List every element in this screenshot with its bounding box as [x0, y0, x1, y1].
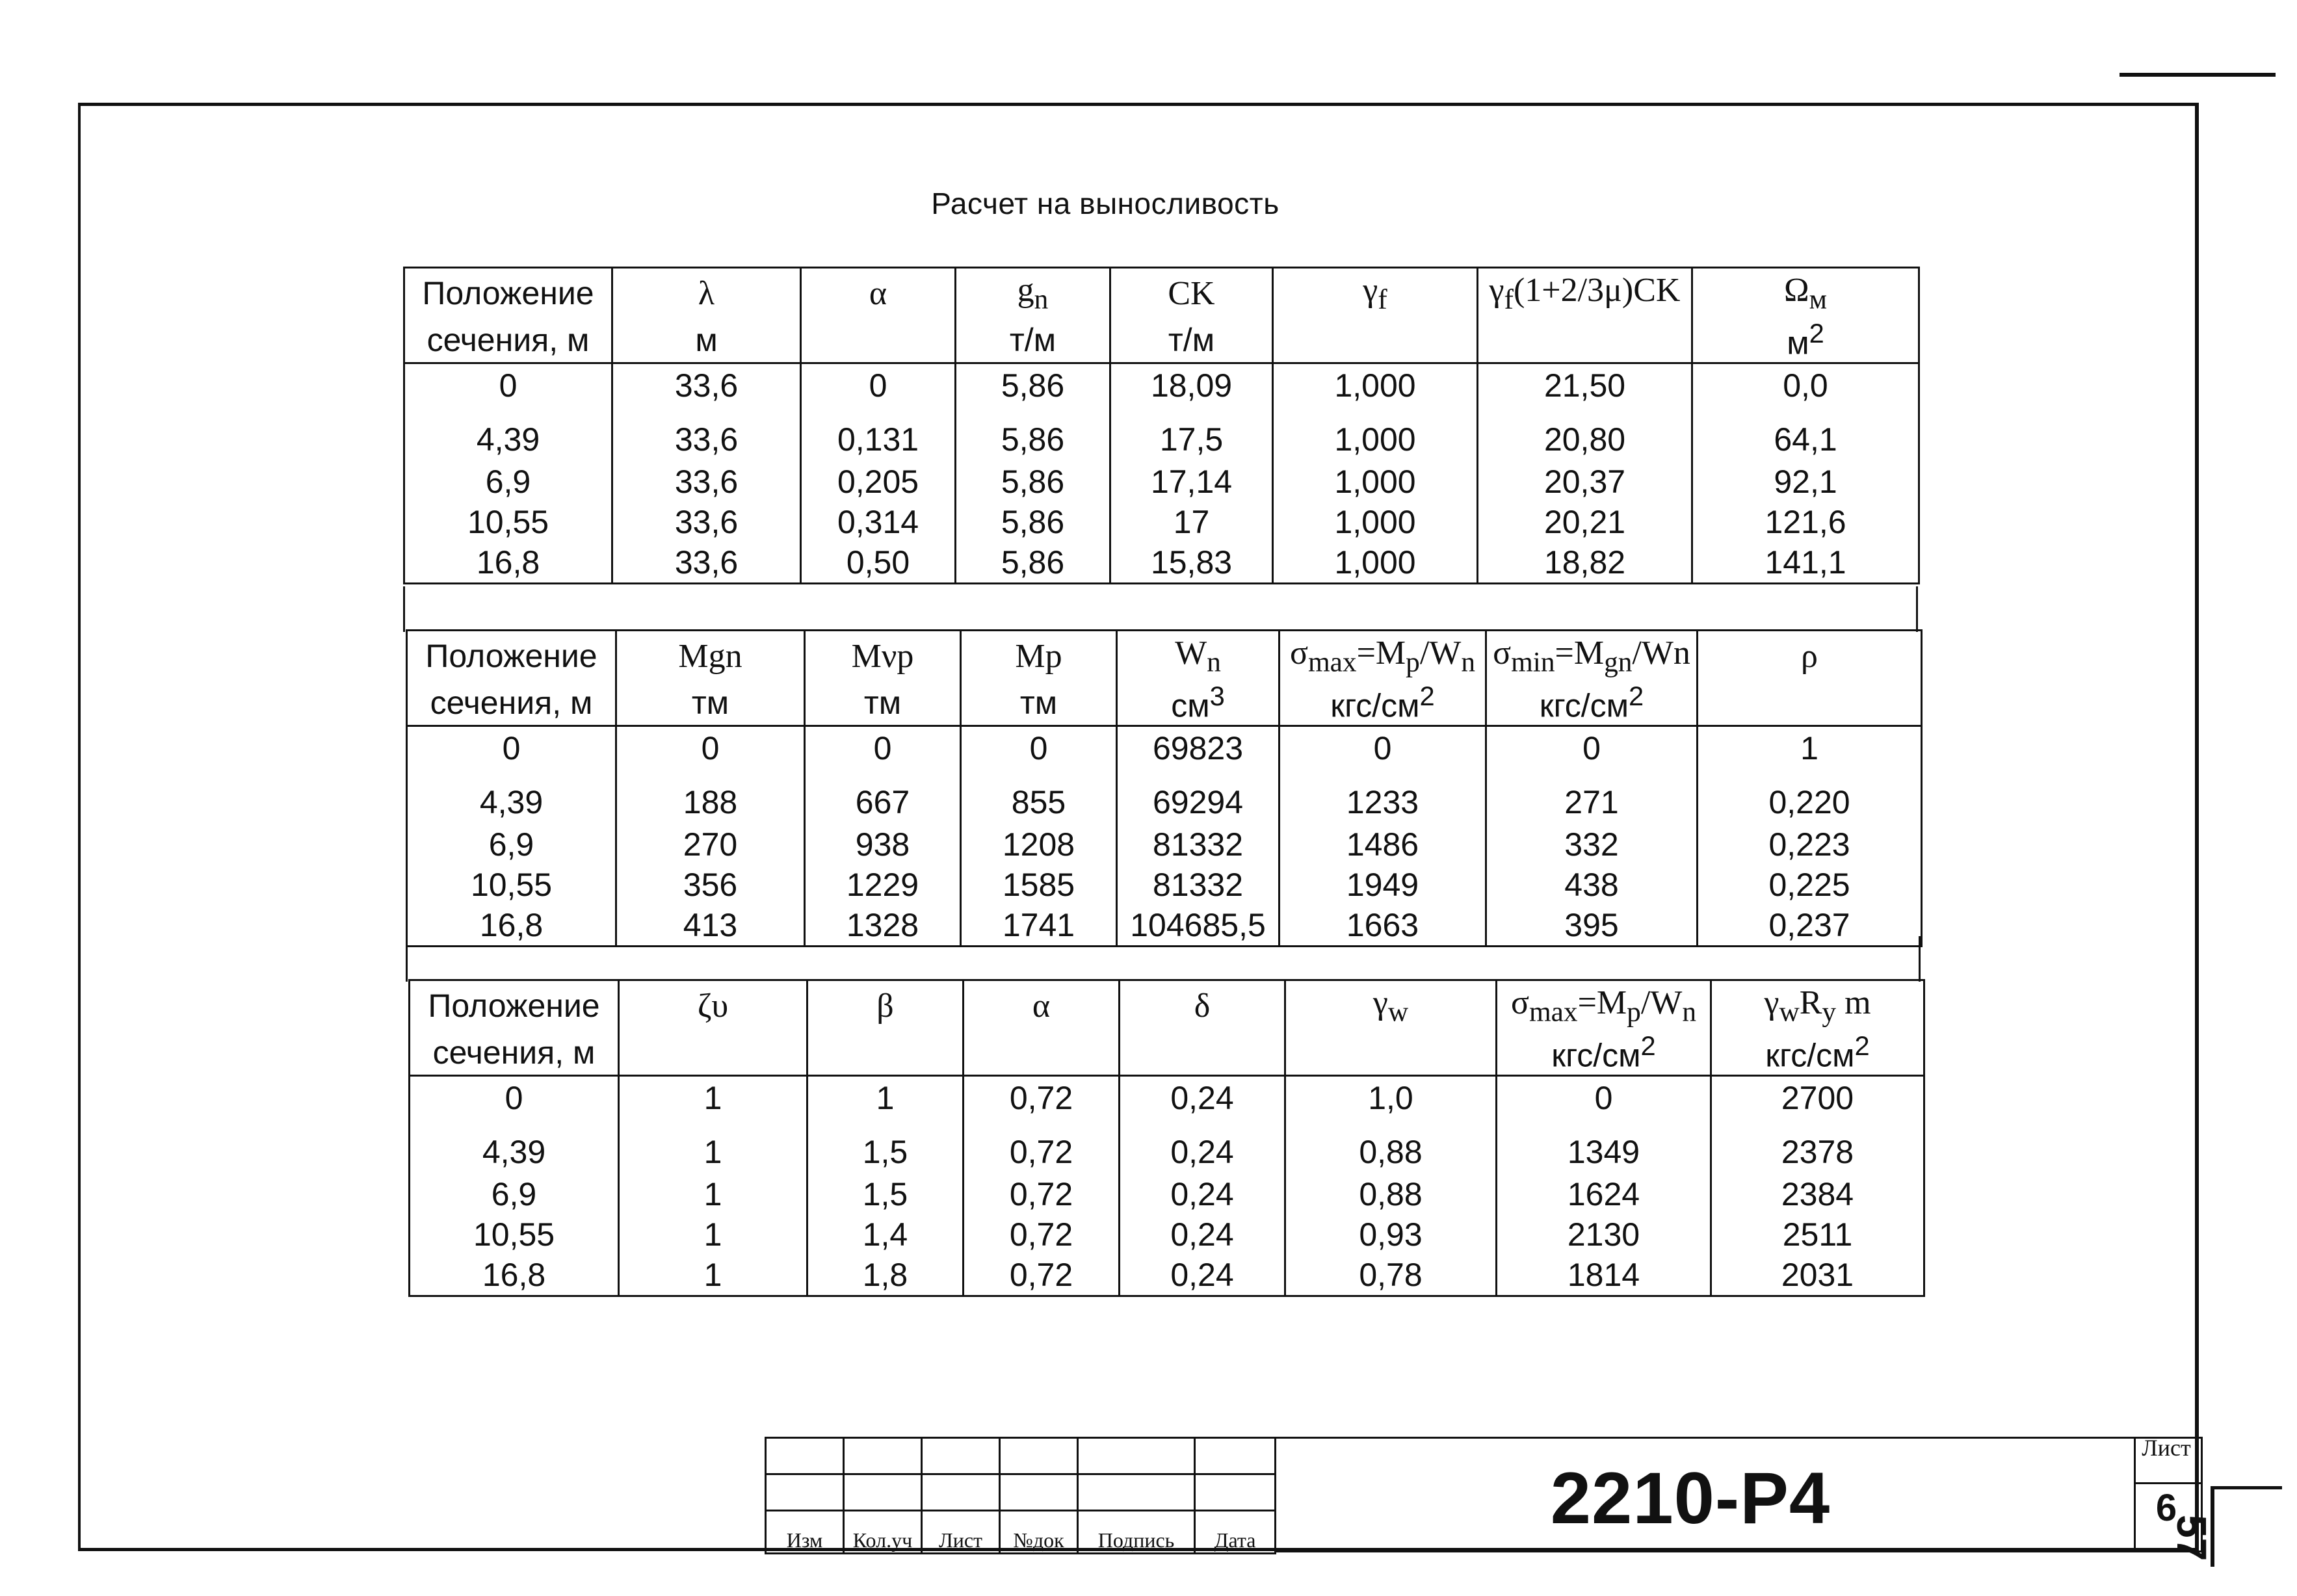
table3-cell: 2130 — [1497, 1214, 1711, 1255]
corner-mark — [2120, 73, 2276, 77]
table1-cell: 1,000 — [1273, 407, 1478, 462]
stamp-label: №док — [1000, 1511, 1078, 1554]
table1-cell: 21,50 — [1478, 363, 1692, 408]
table1-cell: 1,000 — [1273, 363, 1478, 408]
table2-cell: 188 — [616, 770, 805, 824]
table2-cell: 10,55 — [407, 865, 616, 905]
table3-cell: 2511 — [1711, 1214, 1924, 1255]
table2-cell: 1208 — [961, 824, 1117, 865]
table3-unit-7: кгс/$см^2$ — [1711, 1030, 1924, 1076]
table1-cell: 33,6 — [612, 462, 801, 502]
table1-cell: 18,82 — [1478, 542, 1692, 584]
table2-header-4: $W_n$ — [1117, 631, 1280, 681]
table1-header-5: $\gamma_f$ — [1273, 268, 1478, 319]
table2-cell: 104685,5 — [1117, 905, 1280, 947]
table3-unit-3 — [964, 1030, 1120, 1076]
table2-cell: 855 — [961, 770, 1117, 824]
drawing-code: 2210-Р4 — [1550, 1458, 1831, 1539]
table2-cell: 438 — [1486, 865, 1698, 905]
table-row — [404, 542, 1919, 584]
table1-header-3: $g_n$ — [956, 268, 1110, 319]
table1-header-1: λ — [612, 268, 801, 319]
table3-cell: 0,24 — [1120, 1214, 1285, 1255]
table-fatigue — [408, 979, 1925, 1297]
table2-unit-7 — [1698, 681, 1922, 726]
table-row — [410, 1214, 1924, 1255]
sheet-label: Лист — [2142, 1435, 2191, 1461]
table2-cell: 1486 — [1280, 824, 1486, 865]
table3-cell: 1,0 — [1285, 1076, 1497, 1120]
table2-cell: 0,237 — [1698, 905, 1922, 947]
table-moments — [406, 629, 1923, 947]
table-loads — [403, 267, 1920, 584]
table3-cell: 2031 — [1711, 1255, 1924, 1296]
table1-cell: 17 — [1110, 502, 1273, 542]
table1-unit-1: м — [612, 318, 801, 363]
table2-cell: 69823 — [1117, 726, 1280, 770]
table2-cell: 0,223 — [1698, 824, 1922, 865]
table3-header-2: β — [807, 980, 964, 1031]
table3-unit-2 — [807, 1030, 964, 1076]
table-gap-2 — [406, 936, 1921, 982]
table1-cell: 33,6 — [612, 542, 801, 584]
table1-header-4: CK — [1110, 268, 1273, 319]
table1-unit-6 — [1478, 318, 1692, 363]
table3-cell: 1,5 — [807, 1119, 964, 1174]
sheet-number: 6 — [2155, 1487, 2177, 1529]
table3-cell: 1 — [807, 1076, 964, 1120]
table3-cell: 2700 — [1711, 1076, 1924, 1120]
table-row — [404, 407, 1919, 462]
table1-header-0: Положение — [404, 268, 612, 319]
table2-unit-2: тм — [805, 681, 961, 726]
table-row — [404, 363, 1919, 408]
table1-cell: 92,1 — [1692, 462, 1919, 502]
table3-cell: 1 — [619, 1119, 807, 1174]
table1-cell: 141,1 — [1692, 542, 1919, 584]
table1-cell: 1,000 — [1273, 502, 1478, 542]
table1-cell: 5,86 — [956, 462, 1110, 502]
table2-cell: 0 — [961, 726, 1117, 770]
table3-cell: 0 — [410, 1076, 619, 1120]
table1-cell: 20,37 — [1478, 462, 1692, 502]
table2-cell: 1 — [1698, 726, 1922, 770]
page-title: Расчет на выносливость — [931, 187, 1280, 220]
table-row — [407, 726, 1922, 770]
table1-header-6: $\gamma_f(1+2/3\mu)CK$ — [1478, 268, 1692, 319]
table3-cell: 1814 — [1497, 1255, 1711, 1296]
table-row — [404, 462, 1919, 502]
table2-header-3: Mp — [961, 631, 1117, 681]
table3-cell: 1 — [619, 1076, 807, 1120]
table-row — [410, 1255, 1924, 1296]
table1-cell: 5,86 — [956, 363, 1110, 408]
table1-cell: 5,86 — [956, 407, 1110, 462]
table1-cell: 0,0 — [1692, 363, 1919, 408]
table3-cell: 0,72 — [964, 1255, 1120, 1296]
table1-cell: 4,39 — [404, 407, 612, 462]
table1-cell: 33,6 — [612, 363, 801, 408]
table-row — [404, 502, 1919, 542]
table3-cell: 10,55 — [410, 1214, 619, 1255]
table2-cell: 4,39 — [407, 770, 616, 824]
table2-header-0: Положение — [407, 631, 616, 681]
table2-header-2: Mνp — [805, 631, 961, 681]
table2-unit-5: кгс/$см^2$ — [1280, 681, 1486, 726]
table2-cell: 69294 — [1117, 770, 1280, 824]
table3-header-1: ζυ — [619, 980, 807, 1031]
table1-cell: 0 — [404, 363, 612, 408]
table2-cell: 1585 — [961, 865, 1117, 905]
table1-cell: 0,205 — [801, 462, 956, 502]
table3-cell: 0,24 — [1120, 1255, 1285, 1296]
table-row — [410, 1174, 1924, 1214]
table1-cell: 15,83 — [1110, 542, 1273, 584]
table-gap-1 — [403, 586, 1918, 632]
table3-unit-6: кгс/$см^2$ — [1497, 1030, 1711, 1076]
table-row — [407, 824, 1922, 865]
table2-cell: 667 — [805, 770, 961, 824]
table3-cell: 4,39 — [410, 1119, 619, 1174]
table3-header-7: $\gamma_wR_y$ m — [1711, 980, 1924, 1031]
table2-header-6: $\sigma_{min}=M_{gn}/Wn$ — [1486, 631, 1698, 681]
table1-unit-4: т/м — [1110, 318, 1273, 363]
table3-cell: 0,93 — [1285, 1214, 1497, 1255]
table1-cell: 5,86 — [956, 502, 1110, 542]
table1-cell: 0,131 — [801, 407, 956, 462]
table1-header-7: $\Omega_м$ — [1692, 268, 1919, 319]
table3-cell: 1 — [619, 1174, 807, 1214]
table3-cell: 1,8 — [807, 1255, 964, 1296]
table3-cell: 0,78 — [1285, 1255, 1497, 1296]
table1-cell: 33,6 — [612, 502, 801, 542]
table3-cell: 0,72 — [964, 1076, 1120, 1120]
table1-cell: 64,1 — [1692, 407, 1919, 462]
table2-header-1: Mgn — [616, 631, 805, 681]
table3-header-4: δ — [1120, 980, 1285, 1031]
table2-cell: 413 — [616, 905, 805, 947]
table3-cell: 0,24 — [1120, 1076, 1285, 1120]
table2-cell: 0,220 — [1698, 770, 1922, 824]
table1-unit-0: сечения, м — [404, 318, 612, 363]
table2-unit-4: $см^3$ — [1117, 681, 1280, 726]
table3-cell: 0,88 — [1285, 1119, 1497, 1174]
table2-cell: 332 — [1486, 824, 1698, 865]
table2-cell: 0 — [805, 726, 961, 770]
table3-cell: 0 — [1497, 1076, 1711, 1120]
table2-cell: 0 — [1486, 726, 1698, 770]
stamp-label: Подпись — [1078, 1511, 1195, 1554]
table3-cell: 0,88 — [1285, 1174, 1497, 1214]
table3-unit-5 — [1285, 1030, 1497, 1076]
table3-cell: 1,4 — [807, 1214, 964, 1255]
table3-unit-1 — [619, 1030, 807, 1076]
table-row — [410, 1119, 1924, 1174]
table2-cell: 81332 — [1117, 865, 1280, 905]
table3-cell: 1 — [619, 1255, 807, 1296]
table2-cell: 1229 — [805, 865, 961, 905]
table1-cell: 6,9 — [404, 462, 612, 502]
table3-cell: 0,72 — [964, 1214, 1120, 1255]
table2-cell: 1233 — [1280, 770, 1486, 824]
table2-header-5: $\sigma_{max}=M_p/W_n$ — [1280, 631, 1486, 681]
table-row — [407, 770, 1922, 824]
table2-cell: 0,225 — [1698, 865, 1922, 905]
table3-cell: 1624 — [1497, 1174, 1711, 1214]
table2-cell: 16,8 — [407, 905, 616, 947]
table2-cell: 395 — [1486, 905, 1698, 947]
table1-cell: 0,314 — [801, 502, 956, 542]
table1-cell: 20,80 — [1478, 407, 1692, 462]
table2-header-7: ρ — [1698, 631, 1922, 681]
page-number: 57 — [2168, 1515, 2215, 1562]
table3-unit-0: сечения, м — [410, 1030, 619, 1076]
table1-cell: 18,09 — [1110, 363, 1273, 408]
table2-cell: 270 — [616, 824, 805, 865]
table3-cell: 1349 — [1497, 1119, 1711, 1174]
table1-cell: 1,000 — [1273, 462, 1478, 502]
table3-header-5: $\gamma_w$ — [1285, 980, 1497, 1031]
table3-header-6: $\sigma_{max}=M_p/W_n$ — [1497, 980, 1711, 1031]
table2-cell: 1328 — [805, 905, 961, 947]
stamp-label: Лист — [922, 1511, 1000, 1554]
table3-cell: 1,5 — [807, 1174, 964, 1214]
table2-unit-6: кгс/$см^2$ — [1486, 681, 1698, 726]
table1-cell: 5,86 — [956, 542, 1110, 584]
table1-unit-2 — [801, 318, 956, 363]
table2-cell: 1741 — [961, 905, 1117, 947]
table3-cell: 1 — [619, 1214, 807, 1255]
table3-header-3: α — [964, 980, 1120, 1031]
table1-cell: 17,5 — [1110, 407, 1273, 462]
table1-cell: 33,6 — [612, 407, 801, 462]
table1-header-2: α — [801, 268, 956, 319]
table2-cell: 81332 — [1117, 824, 1280, 865]
table2-unit-3: тм — [961, 681, 1117, 726]
table1-cell: 10,55 — [404, 502, 612, 542]
stamp-label: Изм — [766, 1511, 844, 1554]
table1-cell: 20,21 — [1478, 502, 1692, 542]
table1-cell: 0 — [801, 363, 956, 408]
table3-cell: 2378 — [1711, 1119, 1924, 1174]
table1-unit-3: т/м — [956, 318, 1110, 363]
table2-cell: 0 — [1280, 726, 1486, 770]
stamp-label: Дата — [1195, 1511, 1276, 1554]
table1-cell: 16,8 — [404, 542, 612, 584]
table1-cell: 17,14 — [1110, 462, 1273, 502]
table2-cell: 1949 — [1280, 865, 1486, 905]
table2-cell: 1663 — [1280, 905, 1486, 947]
page-edge-line — [2211, 1486, 2282, 1489]
table2-cell: 271 — [1486, 770, 1698, 824]
table2-unit-1: тм — [616, 681, 805, 726]
table2-cell: 356 — [616, 865, 805, 905]
table2-unit-0: сечения, м — [407, 681, 616, 726]
table3-cell: 0,72 — [964, 1119, 1120, 1174]
table1-cell: 121,6 — [1692, 502, 1919, 542]
table-row — [407, 865, 1922, 905]
table2-cell: 6,9 — [407, 824, 616, 865]
table3-unit-4 — [1120, 1030, 1285, 1076]
table2-cell: 0 — [616, 726, 805, 770]
table1-unit-5 — [1273, 318, 1478, 363]
table3-cell: 16,8 — [410, 1255, 619, 1296]
table3-cell: 0,72 — [964, 1174, 1120, 1214]
stamp-label: Кол.уч — [844, 1511, 922, 1554]
table3-cell: 2384 — [1711, 1174, 1924, 1214]
table1-cell: 1,000 — [1273, 542, 1478, 584]
table1-cell: 0,50 — [801, 542, 956, 584]
table-row — [410, 1076, 1924, 1120]
table2-cell: 938 — [805, 824, 961, 865]
table3-header-0: Положение — [410, 980, 619, 1031]
table3-cell: 0,24 — [1120, 1119, 1285, 1174]
table3-cell: 6,9 — [410, 1174, 619, 1214]
table1-unit-7: $м^2$ — [1692, 318, 1919, 363]
table2-cell: 0 — [407, 726, 616, 770]
table3-cell: 0,24 — [1120, 1174, 1285, 1214]
